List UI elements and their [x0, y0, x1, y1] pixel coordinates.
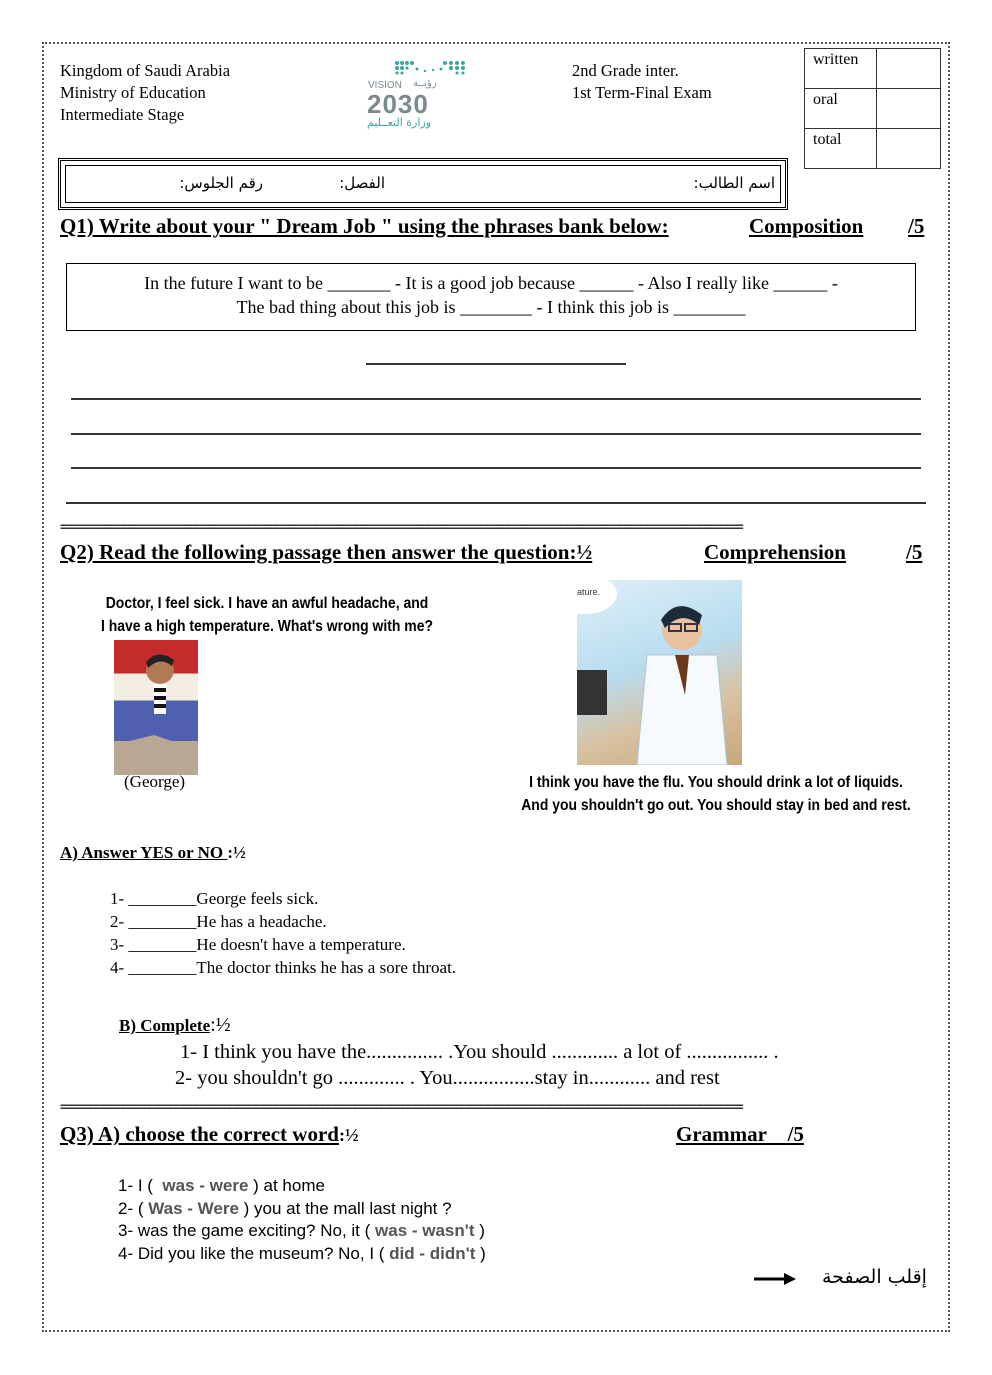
q1-section-label: Composition [749, 214, 864, 238]
george-speech-line: I have a high temperature. What's wrong with me? [101, 618, 433, 635]
class-field[interactable]: الفصل: [339, 174, 385, 192]
grade-label: 2nd Grade inter. [572, 61, 679, 80]
doctor-speech [509, 771, 923, 817]
george-speech [83, 592, 452, 638]
part-b-mark: :½ [210, 1014, 231, 1036]
part-b-heading [119, 1014, 231, 1037]
logo-ministry-arabic: وزارة التعــليم [367, 116, 432, 129]
q2-title: Q2) Read the following passage then answer the question:½ [60, 540, 593, 564]
doctor-speech-line: I think you have the flu. You should drink a lot of liquids. [529, 774, 903, 791]
doctor-image [577, 580, 742, 765]
writing-line[interactable] [66, 502, 926, 504]
q3-section [676, 1122, 804, 1147]
grammar-list [118, 1175, 486, 1265]
exam-info [572, 60, 712, 104]
q2-heading [60, 540, 592, 565]
q2-marks [906, 540, 922, 565]
q2-section [704, 540, 846, 565]
yes-no-item[interactable]: 4- ________The doctor thinks he has a sore throat. [110, 958, 457, 977]
grammar-options[interactable]: was - were [162, 1176, 249, 1195]
stage-line: Intermediate Stage [60, 105, 185, 124]
arrow-right-icon [754, 1272, 796, 1291]
q1-section [749, 214, 863, 239]
score-table [804, 48, 941, 169]
score-row-oral [805, 89, 941, 129]
q1-title: Q1) Write about your " Dream Job " using the phrases bank below: [60, 214, 669, 238]
seat-number-field[interactable]: رقم الجلوس: [179, 174, 263, 192]
q3-heading [60, 1122, 358, 1147]
yes-no-item[interactable]: 3- ________He doesn't have a temperature. [110, 935, 406, 954]
writing-line[interactable] [71, 467, 921, 469]
grammar-item-text: ) you at the mall last night ? [238, 1198, 452, 1218]
part-b-title: B) Complete [119, 1016, 211, 1035]
phrases-bank [66, 263, 916, 331]
kingdom-line: Kingdom of Saudi Arabia [60, 61, 231, 80]
part-a-title: A) Answer YES or NO [60, 843, 228, 862]
title-writing-line[interactable] [366, 363, 626, 365]
george-caption: (George) [124, 772, 186, 791]
score-value-total[interactable] [877, 129, 941, 169]
q1-marks [908, 214, 924, 239]
part-a-heading [60, 843, 246, 863]
george-image [114, 640, 198, 775]
score-row-written [805, 49, 941, 89]
grammar-options[interactable]: did - didn't [389, 1243, 476, 1263]
student-name-field[interactable]: اسم الطالب: [693, 174, 775, 192]
section-separator: ======================================================================================================= [60, 1100, 743, 1115]
grammar-item-text: 4- Did you like the museum? No, I ( [118, 1243, 390, 1263]
score-label: total [805, 129, 877, 169]
complete-item[interactable]: 2- you shouldn't go ............. . You................stay in............ and rest [175, 1067, 720, 1089]
q3-title: Q3) A) choose the correct word [60, 1122, 339, 1146]
complete-item[interactable]: 1- I think you have the............... .You should ............. a lot of ................ . [180, 1041, 779, 1063]
q2-section-label: Comprehension [704, 540, 846, 564]
vision-2030-logo [365, 58, 475, 136]
logo-vision-arabic: رؤيــة [413, 78, 437, 89]
bank-line-2: The bad thing about this job is ________ - I think this job is ________ [236, 297, 746, 317]
yes-no-item[interactable]: 1- ________George feels sick. [110, 889, 319, 908]
q3-title-mark: :½ [338, 1125, 359, 1145]
section-separator: ======================================================================================================= [60, 520, 743, 535]
q1-marks-label: /5 [908, 214, 925, 238]
writing-line[interactable] [71, 398, 921, 400]
grammar-options[interactable]: Was - Were [148, 1198, 239, 1218]
doctor-illustration-icon [577, 580, 742, 765]
grammar-item-text: 2- ( [118, 1198, 149, 1218]
logo-vision-text: VISION [368, 80, 402, 91]
doctor-bubble-text: ature. [577, 587, 601, 597]
bank-line-1: In the future I want to be _______ - It is a good job because ______ - Also I really like ______ - [144, 273, 838, 293]
score-label: written [805, 49, 877, 89]
score-value-oral[interactable] [877, 89, 941, 129]
writing-line[interactable] [71, 433, 921, 435]
grammar-item-text: ) [475, 1243, 486, 1263]
boy-illustration-icon [114, 640, 198, 775]
q3-section-label: Grammar /5 [676, 1122, 804, 1146]
score-row-total [805, 129, 941, 169]
student-info-box [58, 158, 788, 210]
grammar-item [118, 1198, 486, 1221]
ministry-line: Ministry of Education [60, 83, 206, 102]
q2-marks-label: /5 [906, 540, 923, 564]
yes-no-item[interactable]: 2- ________He has a headache. [110, 912, 327, 931]
grammar-item-text: 3- was the game exciting? No, it ( [118, 1221, 376, 1240]
q1-heading [60, 214, 669, 239]
score-label: oral [805, 89, 877, 129]
turn-page-label: إقلب الصفحة [822, 1266, 927, 1288]
yes-no-list [110, 887, 456, 979]
grammar-item-text: 1- I ( [118, 1176, 163, 1195]
score-value-written[interactable] [877, 49, 941, 89]
grammar-item [118, 1220, 486, 1243]
grammar-options[interactable]: was - wasn't [375, 1221, 475, 1240]
grammar-item-text: ) [474, 1221, 485, 1240]
grammar-item [118, 1175, 486, 1198]
george-speech-line: Doctor, I feel sick. I have an awful headache, and [105, 595, 429, 612]
part-a-mark: :½ [227, 843, 246, 862]
doctor-speech-line: And you shouldn't go out. You should stay in bed and rest. [521, 797, 911, 814]
grammar-item-text: ) at home [248, 1176, 325, 1195]
logo-year: 2030 [367, 89, 429, 119]
exam-label: 1st Term-Final Exam [572, 83, 712, 102]
header-institution [60, 60, 230, 126]
grammar-item [118, 1243, 486, 1266]
